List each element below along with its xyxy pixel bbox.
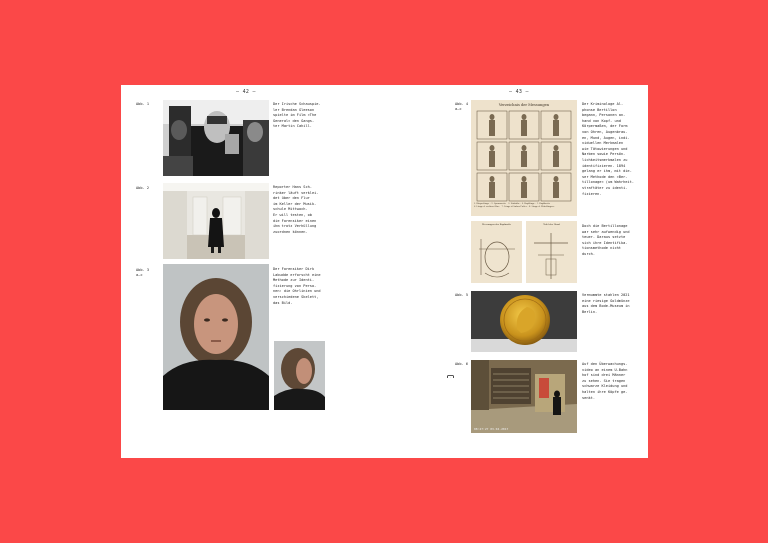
fig1-label: Abb. 1 <box>136 102 149 106</box>
right-page-number: – 43 – <box>509 89 529 95</box>
fig4c-title: Tafel der Hand <box>543 223 560 226</box>
fig5-label: Abb. 5 <box>455 293 468 297</box>
fig4b-caption: Doch die Bertillonage war sehr aufwendig und teuer. Daraus setzte sich ihre Identifika- tionsmethode nicht durch. <box>582 224 630 256</box>
fig6-caption: Auf den Überwachungs- video an einem U-Bahn hof sind drei Männer zu sehen. Sie tragen schwarze Kleidung und halten ihre Köpfe ge- senkt. <box>582 362 628 400</box>
fig2-photo-hallway <box>163 183 269 259</box>
fig6-label: Abb. 6 <box>455 362 468 366</box>
fig3-caption: Der Forensiker Dirk Labudde erforscht eine Methode zur Identi- fizierung von Perso- nen: die Ohrlinien und verschiedene Skelett, das Bild. <box>273 267 321 305</box>
fig4-chart-title: Verzeichnis der Messungen <box>498 103 550 107</box>
fig5-photo-gold-coin <box>471 291 577 352</box>
fig6-timestamp: 08:47:27 03.04.2017 <box>474 427 509 431</box>
fig4-chart-legend: 1. Körperlänge – 2. Spannweite – 3. Sitzhöhe – 4. Kopflänge – 5. Kopfbreite 6. Länge d. rechten Ohrs – 7. Länge d. linken Fußes – 8. Länge d. Mittelfingers <box>474 203 555 208</box>
fig1-photo-gangster <box>163 100 269 176</box>
fig4c-measurement-chart <box>526 221 577 283</box>
fig4-label: Abb. 4 a–c <box>455 102 468 111</box>
fig4-caption: Der Kriminologe Al- phonse Bertillon begann, Personen an- hand von Kopf- und Körpermaßen, der Form von Ohren, Augenbrau- en, Mund, Augen, indi- viduellen Merkmalen wie Tätowierungen und Narben sowie Persön- lichkeitsmerkmalen zu identifizieren. 1894 gelang er ihm, mit die- ser Methode den »Ber- tillonage« (um Wahrheit- straftäter zu identi- fizieren. <box>582 102 634 196</box>
video-icon[interactable] <box>447 369 454 378</box>
fig3-photo-portrait-profile <box>274 341 325 410</box>
book-spread <box>121 85 648 458</box>
fig4b-title: Messungen der Kopfmaße <box>481 223 512 226</box>
fig1-caption: Der Irische Schauspie- ler Brendan Gleeson spielte im Film »The General« den Gangs- ter Martin Cahill. <box>273 102 321 129</box>
fig3-photo-portrait-front <box>163 264 269 410</box>
fig6-photo-surveillance <box>471 360 577 433</box>
fig3-label: Abb. 3 a–c <box>136 268 149 277</box>
fig2-label: Abb. 2 <box>136 186 149 190</box>
left-page-number: – 42 – <box>236 89 256 95</box>
fig5-caption: Vermummte stahlen 2021 eine riesige Goldmünze aus dem Bode-Museum in Berlin. <box>582 293 630 314</box>
fig2-caption: Reporter Hans Sch- rinker läuft verklei- det über den Flur im Keller der Musik- schule Mittwoch. Er will testen, ob die Forensiker einen ihm trotz Verhüllung zuordnen können. <box>273 185 319 234</box>
fig4-chart-measurements <box>471 100 577 216</box>
fig4b-head-measurement <box>471 221 522 283</box>
